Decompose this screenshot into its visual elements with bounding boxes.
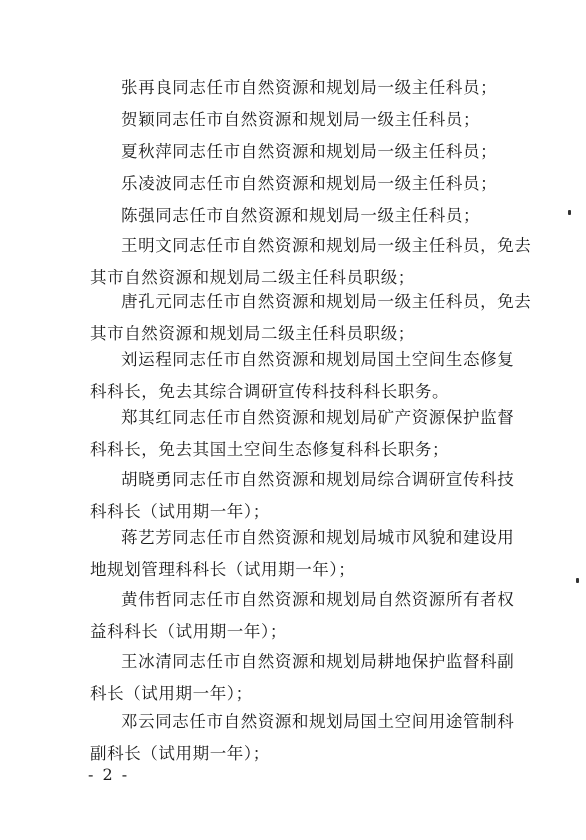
paragraph-line: 科长（试用期一年）； (90, 684, 253, 703)
paragraph-line: 乐凌波同志任市自然资源和规划局一级主任科员； (121, 174, 498, 193)
page-number: - 2 - (88, 765, 130, 784)
paragraph-line: 张再良同志任市自然资源和规划局一级主任科员； (121, 78, 498, 97)
paragraph-line: 其市自然资源和规划局二级主任科员职级； (90, 324, 415, 343)
paragraph-line: 科科长（试用期一年）； (90, 502, 270, 521)
paragraph-line: 科科长，免去其国土空间生态修复科科长职务； (90, 440, 450, 459)
paragraph-line: 夏秋萍同志任市自然资源和规划局一级主任科员； (121, 142, 498, 161)
paragraph (90, 464, 520, 528)
paragraph (90, 344, 520, 408)
paragraph-line: 副科长（试用期一年）； (90, 744, 270, 763)
scan-speck (568, 210, 571, 215)
paragraph (90, 230, 532, 294)
paragraph-line: 科科长，免去其综合调研宣传科技科科长职务。 (90, 382, 450, 401)
paragraph (90, 286, 532, 350)
paragraph-line: 益科科长（试用期一年）； (90, 622, 287, 641)
paragraph-line: 贺颖同志任市自然资源和规划局一级主任科员； (121, 110, 481, 129)
paragraph-line: 其市自然资源和规划局二级主任科员职级； (90, 268, 415, 287)
paragraph (90, 136, 520, 168)
paragraph-line: 刘运程同志任市自然资源和规划局国土空间生态修复 (121, 350, 515, 369)
paragraph-line: 王明文同志任市自然资源和规划局一级主任科员，免去 (121, 236, 532, 255)
scan-speck (576, 578, 579, 583)
paragraph (90, 104, 520, 136)
paragraph (90, 168, 520, 200)
paragraph-line: 胡晓勇同志任市自然资源和规划局综合调研宣传科技 (121, 470, 515, 489)
paragraph (90, 646, 520, 710)
paragraph (90, 584, 520, 648)
paragraph-line: 蒋艺芳同志任市自然资源和规划局城市风貌和建设用 (121, 528, 515, 547)
paragraph-line: 郑其红同志任市自然资源和规划局矿产资源保护监督 (121, 408, 515, 427)
paragraph (90, 706, 520, 770)
paragraph-line: 邓云同志任市自然资源和规划局国土空间用途管制科 (121, 712, 515, 731)
paragraph-line: 地规划管理科科长（试用期一年）； (90, 560, 356, 579)
paragraph (90, 72, 520, 104)
paragraph (90, 402, 520, 466)
paragraph-line: 黄伟哲同志任市自然资源和规划局自然资源所有者权 (121, 590, 515, 609)
paragraph-line: 唐孔元同志任市自然资源和规划局一级主任科员，免去 (121, 292, 532, 311)
paragraph-line: 王冰清同志任市自然资源和规划局耕地保护监督科副 (121, 652, 515, 671)
paragraph-line: 陈强同志任市自然资源和规划局一级主任科员； (121, 206, 481, 225)
paragraph (90, 522, 520, 586)
paragraph (90, 200, 520, 232)
